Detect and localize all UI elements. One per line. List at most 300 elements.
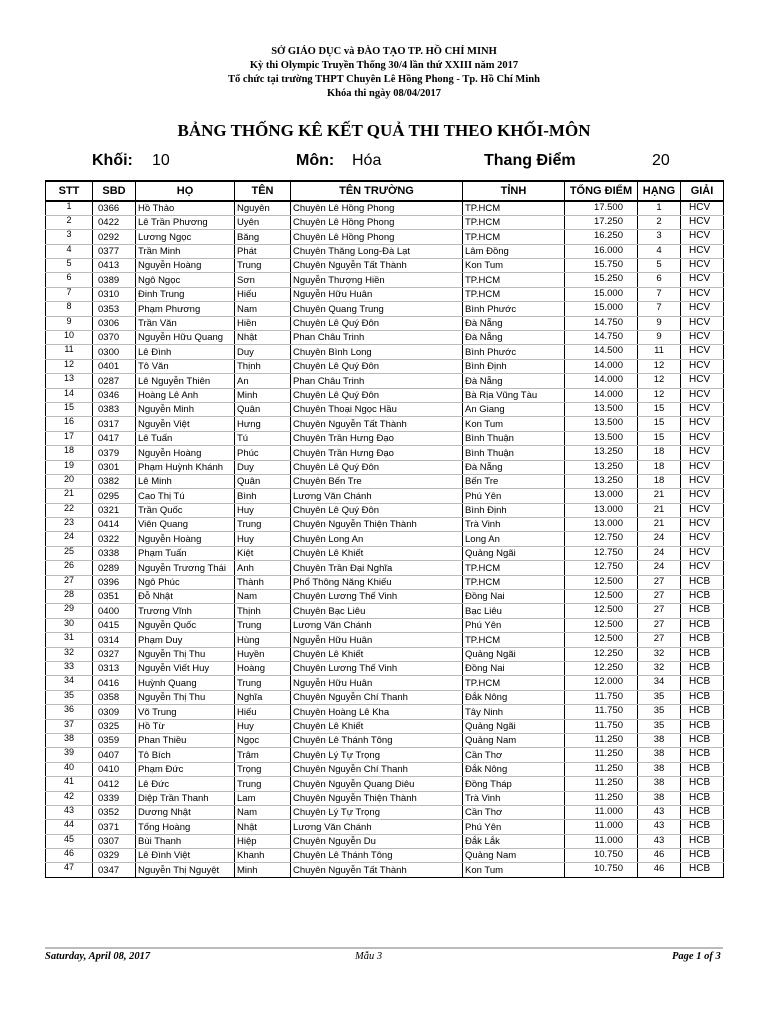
table-row xyxy=(46,230,724,244)
cell-tinh: Bình Phước xyxy=(463,345,565,359)
cell-sbd: 0309 xyxy=(93,705,136,719)
cell-ten: Trung xyxy=(235,618,291,632)
cell-stt: 11 xyxy=(46,345,93,359)
cell-ten: Thành xyxy=(235,575,291,589)
cell-ten-truong: Chuyên Trần Đại Nghĩa xyxy=(291,561,463,575)
cell-hang: 38 xyxy=(638,733,681,747)
cell-hang: 43 xyxy=(638,805,681,819)
cell-ho: Tô Bích xyxy=(136,748,235,762)
cell-ten: Hùng xyxy=(235,633,291,647)
header-exam-name: Kỳ thi Olympic Truyền Thống 30/4 lần thứ XXIII năm 2017 xyxy=(249,60,519,71)
cell-ten: Trung xyxy=(235,676,291,690)
cell-hang: 6 xyxy=(638,273,681,287)
cell-giai: HCV xyxy=(681,374,724,388)
cell-ten-truong: Chuyên Thăng Long-Đà Lạt xyxy=(291,244,463,258)
cell-giai: HCB xyxy=(681,604,724,618)
cell-ten: Huyền xyxy=(235,647,291,661)
cell-tinh: Quảng Nam xyxy=(463,733,565,747)
cell-giai: HCB xyxy=(681,575,724,589)
cell-ten: Uyên xyxy=(235,215,291,229)
cell-hang: 38 xyxy=(638,762,681,776)
cell-tinh: TP.HCM xyxy=(463,215,565,229)
cell-ten: Nam xyxy=(235,590,291,604)
cell-tong-diem: 11.750 xyxy=(565,705,638,719)
cell-hang: 21 xyxy=(638,489,681,503)
cell-tinh: Cần Thơ xyxy=(463,805,565,819)
table-row xyxy=(46,460,724,474)
cell-giai: HCB xyxy=(681,791,724,805)
cell-giai: HCB xyxy=(681,647,724,661)
col-ten-truong: TÊN TRƯỜNG xyxy=(291,181,463,201)
cell-giai: HCB xyxy=(681,748,724,762)
cell-tong-diem: 12.500 xyxy=(565,633,638,647)
cell-hang: 4 xyxy=(638,244,681,258)
cell-ten-truong: Chuyên Lý Tự Trọng xyxy=(291,748,463,762)
cell-ten-truong: Chuyên Lê Khiết xyxy=(291,546,463,560)
cell-hang: 32 xyxy=(638,647,681,661)
cell-ho: Diệp Trần Thanh xyxy=(136,791,235,805)
cell-tong-diem: 13.500 xyxy=(565,402,638,416)
cell-giai: HCV xyxy=(681,201,724,215)
cell-stt: 3 xyxy=(46,230,93,244)
cell-ten: Trâm xyxy=(235,748,291,762)
cell-tinh: Bình Thuận xyxy=(463,431,565,445)
col-giai: GIẢI xyxy=(681,181,724,201)
cell-ten-truong: Chuyên Nguyễn Thiện Thành xyxy=(291,791,463,805)
cell-tong-diem: 15.000 xyxy=(565,287,638,301)
cell-ten: Hiền xyxy=(235,316,291,330)
cell-ho: Lê Đình Việt xyxy=(136,849,235,863)
cell-tong-diem: 12.750 xyxy=(565,532,638,546)
cell-tinh: TP.HCM xyxy=(463,633,565,647)
cell-ten: Trung xyxy=(235,518,291,532)
cell-hang: 46 xyxy=(638,863,681,877)
col-tinh: TỈNH xyxy=(463,181,565,201)
cell-ho: Dương Nhật xyxy=(136,805,235,819)
cell-sbd: 0310 xyxy=(93,287,136,301)
subject-label: Môn: xyxy=(296,152,335,169)
cell-tong-diem: 14.000 xyxy=(565,374,638,388)
cell-ten: Nhật xyxy=(235,331,291,345)
table-row xyxy=(46,518,724,532)
cell-sbd: 0314 xyxy=(93,633,136,647)
cell-ten-truong: Chuyên Lê Quý Đôn xyxy=(291,503,463,517)
cell-ho: Nguyễn Quốc xyxy=(136,618,235,632)
cell-tinh: Lâm Đồng xyxy=(463,244,565,258)
cell-giai: HCV xyxy=(681,561,724,575)
cell-ho: Ngô Phúc xyxy=(136,575,235,589)
cell-ten: Bình xyxy=(235,489,291,503)
cell-hang: 43 xyxy=(638,834,681,848)
table-row xyxy=(46,690,724,704)
cell-tong-diem: 13.250 xyxy=(565,446,638,460)
cell-ten-truong: Chuyên Bình Long xyxy=(291,345,463,359)
cell-sbd: 0383 xyxy=(93,402,136,416)
cell-ten: An xyxy=(235,374,291,388)
cell-giai: HCB xyxy=(681,849,724,863)
cell-giai: HCV xyxy=(681,345,724,359)
cell-stt: 34 xyxy=(46,676,93,690)
cell-ho: Huỳnh Quang xyxy=(136,676,235,690)
cell-ho: Lương Ngọc xyxy=(136,230,235,244)
cell-tong-diem: 17.250 xyxy=(565,215,638,229)
cell-tong-diem: 12.750 xyxy=(565,561,638,575)
table-row xyxy=(46,805,724,819)
cell-hang: 9 xyxy=(638,331,681,345)
cell-ho: Nguyễn Thị Nguyệt xyxy=(136,863,235,877)
cell-ho: Nguyễn Viết Huy xyxy=(136,662,235,676)
cell-ten: Huy xyxy=(235,719,291,733)
cell-ho: Trần Minh xyxy=(136,244,235,258)
footer-page: Page 1 of 3 xyxy=(672,951,721,962)
cell-hang: 24 xyxy=(638,546,681,560)
cell-sbd: 0313 xyxy=(93,662,136,676)
cell-ten: Nghĩa xyxy=(235,690,291,704)
table-row xyxy=(46,259,724,273)
cell-ten: Quân xyxy=(235,402,291,416)
cell-ho: Nguyễn Minh xyxy=(136,402,235,416)
cell-tinh: Tây Ninh xyxy=(463,705,565,719)
cell-ten: Quân xyxy=(235,474,291,488)
cell-ten-truong: Chuyên Nguyễn Tất Thành xyxy=(291,863,463,877)
cell-ten: Huy xyxy=(235,503,291,517)
cell-sbd: 0389 xyxy=(93,273,136,287)
cell-sbd: 0416 xyxy=(93,676,136,690)
cell-ten-truong: Chuyên Lê Quý Đôn xyxy=(291,388,463,402)
table-row xyxy=(46,834,724,848)
cell-stt: 33 xyxy=(46,662,93,676)
cell-stt: 2 xyxy=(46,215,93,229)
cell-hang: 32 xyxy=(638,662,681,676)
header-department: SỞ GIÁO DỤC và ĐÀO TẠO TP. HỒ CHÍ MINH xyxy=(271,46,497,57)
cell-stt: 1 xyxy=(46,201,93,215)
table-row xyxy=(46,359,724,373)
cell-ten: Trọng xyxy=(235,762,291,776)
cell-hang: 38 xyxy=(638,748,681,762)
table-row xyxy=(46,820,724,834)
cell-tong-diem: 13.250 xyxy=(565,474,638,488)
cell-ten: Hiệp xyxy=(235,834,291,848)
table-row xyxy=(46,532,724,546)
cell-ten-truong: Chuyên Lê Hồng Phong xyxy=(291,201,463,215)
cell-sbd: 0422 xyxy=(93,215,136,229)
cell-sbd: 0370 xyxy=(93,331,136,345)
cell-ten: Duy xyxy=(235,460,291,474)
cell-ho: Phan Thiều xyxy=(136,733,235,747)
cell-tong-diem: 14.000 xyxy=(565,359,638,373)
cell-hang: 24 xyxy=(638,532,681,546)
cell-ten-truong: Chuyên Bến Tre xyxy=(291,474,463,488)
cell-tinh: TP.HCM xyxy=(463,561,565,575)
cell-stt: 47 xyxy=(46,863,93,877)
cell-sbd: 0329 xyxy=(93,849,136,863)
cell-giai: HCB xyxy=(681,805,724,819)
cell-stt: 15 xyxy=(46,402,93,416)
cell-tong-diem: 17.500 xyxy=(565,201,638,215)
cell-ten-truong: Chuyên Long An xyxy=(291,532,463,546)
cell-stt: 26 xyxy=(46,561,93,575)
cell-tinh: Phú Yên xyxy=(463,820,565,834)
cell-tong-diem: 12.500 xyxy=(565,618,638,632)
cell-stt: 7 xyxy=(46,287,93,301)
cell-tinh: Đồng Nai xyxy=(463,590,565,604)
cell-tinh: TP.HCM xyxy=(463,230,565,244)
cell-stt: 4 xyxy=(46,244,93,258)
cell-tinh: Cần Thơ xyxy=(463,748,565,762)
cell-tinh: Đà Nẵng xyxy=(463,316,565,330)
cell-ten: Nhật xyxy=(235,820,291,834)
table-row xyxy=(46,388,724,402)
cell-ho: Ngô Ngọc xyxy=(136,273,235,287)
cell-giai: HCV xyxy=(681,474,724,488)
cell-tong-diem: 13.500 xyxy=(565,417,638,431)
cell-stt: 23 xyxy=(46,518,93,532)
cell-stt: 27 xyxy=(46,575,93,589)
cell-ten-truong: Chuyên Quang Trung xyxy=(291,302,463,316)
cell-ten-truong: Chuyên Lê Hồng Phong xyxy=(291,215,463,229)
cell-ten-truong: Nguyễn Hữu Huân xyxy=(291,287,463,301)
cell-hang: 38 xyxy=(638,777,681,791)
cell-hang: 18 xyxy=(638,460,681,474)
cell-giai: HCB xyxy=(681,834,724,848)
cell-ten: Hiếu xyxy=(235,705,291,719)
cell-tinh: Bình Thuận xyxy=(463,446,565,460)
cell-giai: HCV xyxy=(681,302,724,316)
table-row xyxy=(46,316,724,330)
cell-hang: 27 xyxy=(638,590,681,604)
cell-hang: 12 xyxy=(638,374,681,388)
cell-ten-truong: Phổ Thông Năng Khiếu xyxy=(291,575,463,589)
cell-hang: 2 xyxy=(638,215,681,229)
cell-ten: Trung xyxy=(235,259,291,273)
cell-ho: Phạm Đức xyxy=(136,762,235,776)
cell-tong-diem: 12.500 xyxy=(565,575,638,589)
cell-ten: Trung xyxy=(235,777,291,791)
cell-stt: 12 xyxy=(46,359,93,373)
cell-giai: HCV xyxy=(681,359,724,373)
cell-ten-truong: Nguyễn Hữu Huân xyxy=(291,633,463,647)
cell-sbd: 0382 xyxy=(93,474,136,488)
cell-stt: 44 xyxy=(46,820,93,834)
cell-ho: Tống Hoàng xyxy=(136,820,235,834)
cell-giai: HCB xyxy=(681,719,724,733)
cell-hang: 7 xyxy=(638,302,681,316)
cell-sbd: 0301 xyxy=(93,460,136,474)
cell-tinh: Phú Yên xyxy=(463,618,565,632)
cell-hang: 15 xyxy=(638,431,681,445)
cell-tinh: Bà Rịa Vũng Tàu xyxy=(463,388,565,402)
cell-ten-truong: Chuyên Nguyễn Chí Thanh xyxy=(291,762,463,776)
cell-ten: Ngọc xyxy=(235,733,291,747)
cell-stt: 22 xyxy=(46,503,93,517)
table-row xyxy=(46,417,724,431)
cell-giai: HCB xyxy=(681,590,724,604)
grade-field xyxy=(92,152,133,170)
cell-giai: HCV xyxy=(681,273,724,287)
cell-giai: HCV xyxy=(681,518,724,532)
cell-hang: 35 xyxy=(638,690,681,704)
cell-tong-diem: 10.750 xyxy=(565,849,638,863)
table-row xyxy=(46,618,724,632)
cell-stt: 45 xyxy=(46,834,93,848)
cell-ten-truong: Chuyên Lê Quý Đôn xyxy=(291,359,463,373)
cell-hang: 35 xyxy=(638,719,681,733)
cell-stt: 41 xyxy=(46,777,93,791)
cell-sbd: 0295 xyxy=(93,489,136,503)
cell-hang: 24 xyxy=(638,561,681,575)
cell-hang: 27 xyxy=(638,618,681,632)
table-row xyxy=(46,244,724,258)
cell-stt: 14 xyxy=(46,388,93,402)
cell-ten: Phát xyxy=(235,244,291,258)
header-venue: Tổ chức tại trường THPT Chuyên Lê Hồng Phong - Tp. Hồ Chí Minh xyxy=(228,74,540,85)
cell-tong-diem: 11.750 xyxy=(565,719,638,733)
cell-sbd: 0325 xyxy=(93,719,136,733)
cell-ten-truong: Chuyên Bạc Liêu xyxy=(291,604,463,618)
cell-tong-diem: 16.250 xyxy=(565,230,638,244)
cell-hang: 3 xyxy=(638,230,681,244)
cell-sbd: 0317 xyxy=(93,417,136,431)
col-tong-diem: TỔNG ĐIỂM xyxy=(565,181,638,201)
cell-giai: HCV xyxy=(681,431,724,445)
cell-tinh: Quảng Nam xyxy=(463,849,565,863)
cell-stt: 30 xyxy=(46,618,93,632)
cell-sbd: 0339 xyxy=(93,791,136,805)
cell-ten-truong: Chuyên Hoàng Lê Kha xyxy=(291,705,463,719)
cell-sbd: 0289 xyxy=(93,561,136,575)
header-exam-date: Khóa thi ngày 08/04/2017 xyxy=(326,88,442,99)
col-ho: HỌ xyxy=(136,181,235,201)
cell-ten: Thịnh xyxy=(235,604,291,618)
cell-ten-truong: Chuyên Lê Quý Đôn xyxy=(291,460,463,474)
cell-ten-truong: Phan Châu Trinh xyxy=(291,374,463,388)
table-row xyxy=(46,489,724,503)
cell-ten: Nam xyxy=(235,302,291,316)
table-header-row xyxy=(46,181,724,201)
table-row xyxy=(46,863,724,877)
cell-ten: Minh xyxy=(235,863,291,877)
cell-sbd: 0353 xyxy=(93,302,136,316)
cell-giai: HCB xyxy=(681,690,724,704)
cell-tinh: Bạc Liêu xyxy=(463,604,565,618)
cell-sbd: 0414 xyxy=(93,518,136,532)
cell-ten-truong: Chuyên Lê Khiết xyxy=(291,647,463,661)
cell-tong-diem: 14.500 xyxy=(565,345,638,359)
cell-giai: HCV xyxy=(681,259,724,273)
cell-ten: Hưng xyxy=(235,417,291,431)
table-row xyxy=(46,604,724,618)
cell-ten: Phúc xyxy=(235,446,291,460)
cell-giai: HCB xyxy=(681,633,724,647)
cell-hang: 9 xyxy=(638,316,681,330)
cell-giai: HCV xyxy=(681,489,724,503)
cell-stt: 29 xyxy=(46,604,93,618)
cell-ten-truong: Chuyên Lê Thánh Tông xyxy=(291,849,463,863)
cell-tong-diem: 11.000 xyxy=(565,805,638,819)
results-table xyxy=(45,180,724,878)
cell-stt: 21 xyxy=(46,489,93,503)
cell-tinh: Đắk Nông xyxy=(463,762,565,776)
cell-giai: HCV xyxy=(681,230,724,244)
cell-ho: Hồ Thảo xyxy=(136,201,235,215)
cell-sbd: 0327 xyxy=(93,647,136,661)
cell-tinh: Bình Định xyxy=(463,503,565,517)
cell-giai: HCV xyxy=(681,446,724,460)
report-header xyxy=(0,45,768,101)
cell-ten-truong: Lương Văn Chánh xyxy=(291,489,463,503)
cell-giai: HCV xyxy=(681,503,724,517)
cell-tinh: TP.HCM xyxy=(463,273,565,287)
subject-value: Hóa xyxy=(352,152,382,169)
cell-tinh: TP.HCM xyxy=(463,201,565,215)
cell-hang: 21 xyxy=(638,518,681,532)
col-hang: HẠNG xyxy=(638,181,681,201)
cell-giai: HCV xyxy=(681,402,724,416)
cell-tong-diem: 12.500 xyxy=(565,590,638,604)
cell-ten-truong: Lương Văn Chánh xyxy=(291,618,463,632)
cell-giai: HCB xyxy=(681,863,724,877)
cell-tinh: TP.HCM xyxy=(463,287,565,301)
cell-ten-truong: Chuyên Lý Tự Trọng xyxy=(291,805,463,819)
cell-tinh: Đồng Tháp xyxy=(463,777,565,791)
cell-sbd: 0346 xyxy=(93,388,136,402)
scale-label: Thang Điểm xyxy=(484,152,576,169)
cell-stt: 6 xyxy=(46,273,93,287)
footer-date: Saturday, April 08, 2017 xyxy=(45,951,151,962)
cell-ten-truong: Chuyên Lương Thế Vinh xyxy=(291,590,463,604)
cell-hang: 15 xyxy=(638,417,681,431)
cell-stt: 10 xyxy=(46,331,93,345)
cell-sbd: 0407 xyxy=(93,748,136,762)
cell-ho: Nguyễn Hoàng xyxy=(136,446,235,460)
cell-ten-truong: Chuyên Thoại Ngọc Hầu xyxy=(291,402,463,416)
cell-sbd: 0417 xyxy=(93,431,136,445)
cell-ten: Hoàng xyxy=(235,662,291,676)
cell-tinh: Quảng Ngãi xyxy=(463,546,565,560)
cell-sbd: 0401 xyxy=(93,359,136,373)
cell-stt: 13 xyxy=(46,374,93,388)
cell-stt: 18 xyxy=(46,446,93,460)
table-row xyxy=(46,287,724,301)
cell-tinh: Đà Nẵng xyxy=(463,460,565,474)
cell-tong-diem: 16.000 xyxy=(565,244,638,258)
cell-stt: 16 xyxy=(46,417,93,431)
cell-sbd: 0415 xyxy=(93,618,136,632)
cell-giai: HCB xyxy=(681,618,724,632)
cell-tinh: Kon Tum xyxy=(463,259,565,273)
cell-giai: HCB xyxy=(681,662,724,676)
cell-ten-truong: Chuyên Trần Hưng Đạo xyxy=(291,446,463,460)
cell-tong-diem: 13.000 xyxy=(565,503,638,517)
cell-tinh: Long An xyxy=(463,532,565,546)
cell-ten-truong: Chuyên Lương Thế Vinh xyxy=(291,662,463,676)
cell-hang: 18 xyxy=(638,474,681,488)
cell-ten-truong: Chuyên Lê Hồng Phong xyxy=(291,230,463,244)
cell-tinh: Đồng Nai xyxy=(463,662,565,676)
cell-ho: Phạm Phương xyxy=(136,302,235,316)
cell-tong-diem: 11.250 xyxy=(565,733,638,747)
cell-stt: 25 xyxy=(46,546,93,560)
cell-tong-diem: 11.000 xyxy=(565,834,638,848)
table-row xyxy=(46,748,724,762)
cell-ten-truong: Nguyễn Thượng Hiền xyxy=(291,273,463,287)
table-row xyxy=(46,575,724,589)
cell-ho: Trần Văn xyxy=(136,316,235,330)
table-row xyxy=(46,446,724,460)
cell-tong-diem: 14.750 xyxy=(565,316,638,330)
cell-tinh: Bình Phước xyxy=(463,302,565,316)
cell-ten: Hiếu xyxy=(235,287,291,301)
